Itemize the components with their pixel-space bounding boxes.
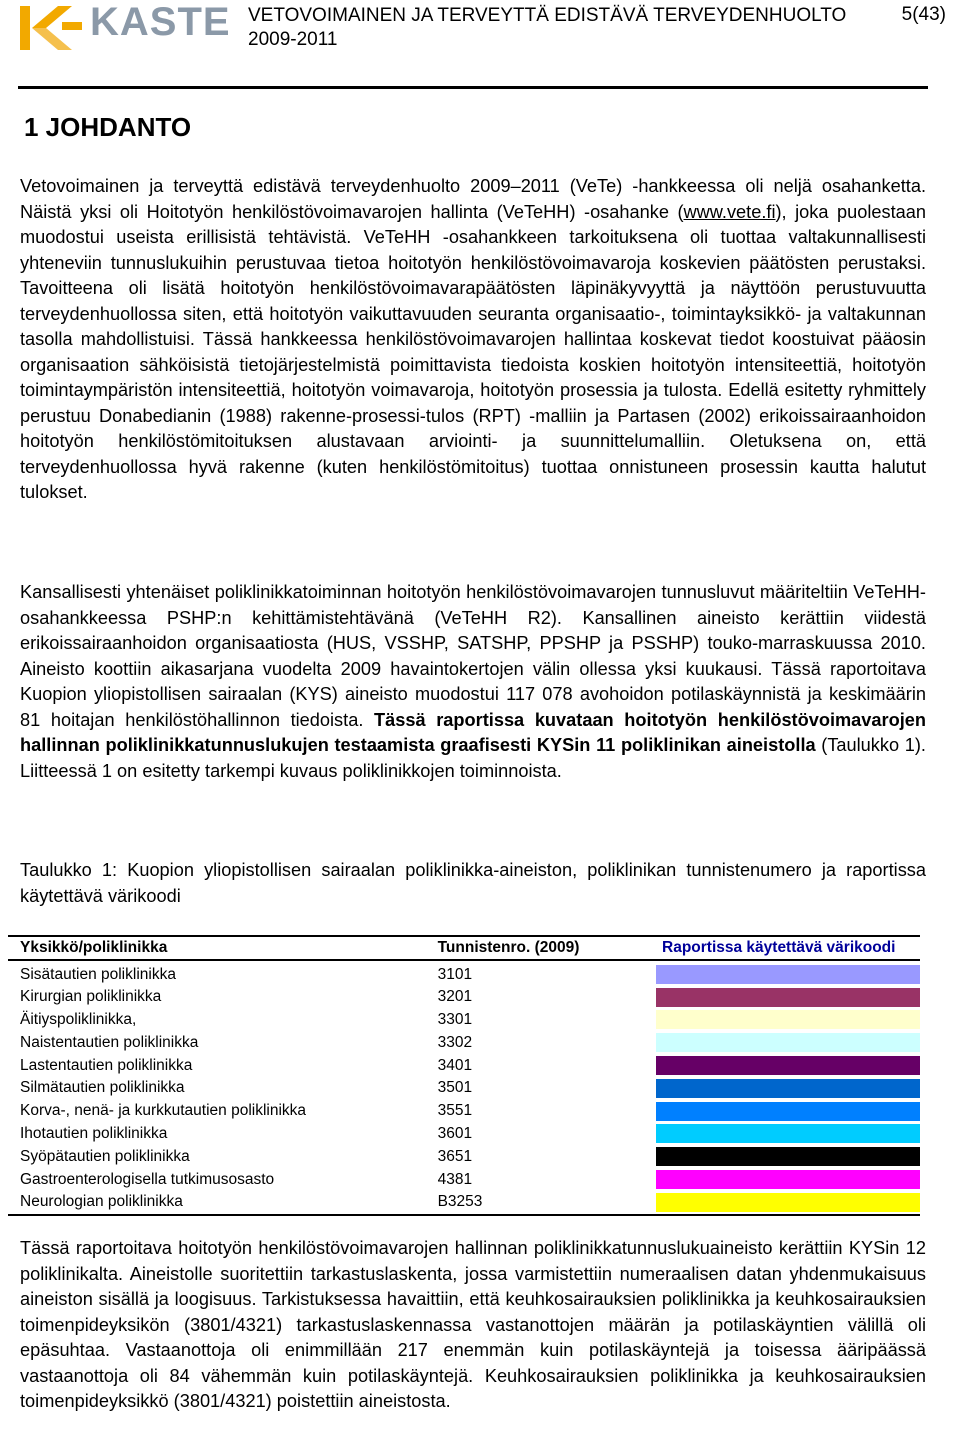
color-swatch: [656, 965, 920, 984]
header-title-line1: VETOVOIMAINEN JA TERVEYTTÄ EDISTÄVÄ TERVEYDENHUOLTO: [248, 5, 847, 26]
clinic-name: Naistentautien poliklinikka: [20, 1033, 199, 1051]
color-swatch: [656, 1124, 920, 1143]
color-swatch: [656, 1056, 920, 1075]
clinic-code: 3651: [437, 1147, 473, 1165]
table-header-color: Raportissa käytettävä värikoodi: [656, 936, 920, 960]
color-swatch: [656, 1010, 920, 1029]
data-paragraph: [20, 580, 926, 784]
table-row: [8, 1123, 920, 1146]
table-row: [8, 1009, 920, 1032]
clinic-name: Neurologian poliklinikka: [8, 1191, 426, 1215]
kaste-logo: [18, 0, 231, 54]
data-text-start: Kansallisesti yhtenäiset poliklinikkatoiminnan hoitotyön henkilöstövoimavarojen tunnusluvut määriteltiin VeTeHH-osahankkeessa PSHP:n kehittämistehtävänä (VeTeHH R2). Kansallinen aineisto kerättiin viidestä erikoissairaanhoidon organisaatiosta (HUS, VSSHP, SATSHP, PPSHP ja PSSHP) touko-marraskuussa 2010. Aineisto koottiin aikasarjana vuodelta 2009 havaintokertojen välin ollessa yksi kuukausi. Tässä raportoitava Kuopion yliopistollisen sairaalan (KYS) aineisto muodostui 117 078 avohoidon potilaskäynnistä ja keskimäärin 81 hoitajan henkilöstöhallinnon tiedoista.: [20, 582, 926, 730]
intro-paragraph: [20, 174, 926, 506]
clinic-code: 3201: [437, 988, 473, 1006]
clinic-code: 3551: [437, 1102, 473, 1120]
data-text-end: (Taulukko 1). Liitteessä 1 on esitetty tarkempi kuvaus poliklinikkojen toiminnoista.: [20, 735, 926, 781]
color-swatch: [656, 988, 920, 1007]
table-row: [8, 960, 920, 986]
clinic-code: 4381: [437, 1170, 473, 1188]
table-header-code: Tunnistenro. (2009): [426, 936, 656, 960]
table-row: [8, 1054, 920, 1077]
color-code-cell: [656, 1123, 920, 1146]
page-header: [0, 0, 960, 90]
clinic-name: Korva-, nenä- ja kurkkutautien poliklinikka: [20, 1102, 307, 1120]
table-body: [8, 960, 920, 1215]
header-rule: [18, 86, 928, 89]
clinic-name: Gastroenterologisella tutkimusosasto: [20, 1170, 275, 1188]
data-text-bold: Tässä raportissa kuvataan hoitotyön henkilöstövoimavarojen hallinnan poliklinikkatunnuslukujen testaamista graafisesti KYSin 11 poliklinikan aineistolla: [20, 709, 926, 755]
color-code-cell: [656, 1100, 920, 1123]
color-swatch: [656, 1170, 920, 1189]
color-swatch: [656, 1193, 920, 1212]
color-swatch: [656, 1079, 920, 1098]
table-header-unit: Yksikkö/poliklinikka: [8, 936, 426, 960]
header-title: [248, 4, 846, 52]
clinic-name: Ihotautien poliklinikka: [20, 1124, 168, 1142]
table-row: [8, 1100, 920, 1123]
clinic-code: B3253: [426, 1191, 656, 1215]
clinic-code: 3601: [437, 1124, 473, 1142]
table-header-row: [8, 936, 920, 960]
clinic-name: Silmätautien poliklinikka: [20, 1079, 185, 1097]
color-code-cell: [656, 1009, 920, 1032]
color-swatch: [656, 1033, 920, 1052]
clinic-name: Äitiyspoliklinikka,: [20, 1010, 137, 1028]
clinic-code: 3101: [437, 965, 473, 983]
intro-text-start: Vetovoimainen ja terveyttä edistävä terveydenhuolto 2009–2011 (VeTe) -hankkeessa oli neljä osahanketta. Näistä yksi oli Hoitotyön henkilöstövoimavarojen hallinta (VeTeHH) -osahanke (: [20, 176, 926, 222]
table-row: [8, 1077, 920, 1100]
clinic-code: 3401: [437, 1056, 473, 1074]
clinic-name: Syöpätautien poliklinikka: [20, 1147, 190, 1165]
table-row: [8, 1168, 920, 1191]
clinic-name: Sisätautien poliklinikka: [20, 965, 176, 983]
color-code-cell: [656, 1145, 920, 1168]
page-number: 5(43): [901, 4, 946, 25]
clinic-code: 3302: [437, 1033, 473, 1051]
color-code-cell: [656, 960, 920, 986]
logo-text: KASTE: [90, 0, 231, 44]
color-code-cell: [656, 1191, 920, 1215]
color-code-cell: [656, 986, 920, 1009]
clinic-name: Lastentautien poliklinikka: [20, 1056, 193, 1074]
table-row: [8, 1031, 920, 1054]
section-heading: 1 JOHDANTO: [24, 112, 192, 142]
check-paragraph: Tässä raportoitava hoitotyön henkilöstövoimavarojen hallinnan poliklinikkatunnuslukuaineisto kerättiin KYSin 12 poliklinikalta. Aineistolle suoritettiin tarkastuslaskenta, jossa varmistettiin numeraalisen datan yhdenmukaisuus aineiston sisällä ja loogisuus. Tarkistuksessa havaittiin, että keuhkosairauksien poliklinikka ja keuhkosairauksien toimenpideyksikön (3801/4321) tarkastuslaskennassa vastanottojen määrän ja potilaskäyntien välillä oli epäsuhtaa. Vastaanottoja oli enimmillään 217 enemmän kuin potilaskäyntejä ja toisessa ääripäässä vastaanottoja oli 84 vähemmän kuin potilaskäyntejä. Keuhkosairauksien poliklinikka ja keuhkosairauksien toimenpideyksikkö (3801/4321) poistettiin aineistosta.: [20, 1238, 926, 1411]
clinic-code: 3301: [437, 1010, 473, 1028]
header-title-line2: 2009-2011: [248, 29, 338, 50]
table-row: [8, 986, 920, 1009]
table-row: [8, 1145, 920, 1168]
color-code-cell: [656, 1054, 920, 1077]
table-row: [8, 1191, 920, 1215]
intro-text-end: ), joka puolestaan muodostui useista erillisistä tehtävistä. VeTeHH -osahankkeen tarkoituksena oli tuottaa valtakunnallisesti yhteneviin tunnuslukuihin perustuvaa tietoa hoitotyön henkilöstövoimavaroja koskevien päätösten perustaksi. Tavoitteena oli lisätä hoitotyön henkilöstövoimavarapäätösten läpinäkyvyyttä ja näyttöön perustuvuutta terveydenhuollossa siten, että hoitotyön vaikuttavuuden seuranta organisaatio-, toimintayksikkö- ja valtakunnan tasolla mahdollistuisi. Tässä hankkeessa henkilöstövoimavarojen hallintaa koskevat tiedot koostuivat pääosin organisaation sähköisistä tietojärjestelmistä poimittavista tiedoista koskien hoitotyön intensiteettiä, hoitotyön toimintaympäristön intensiteettiä, hoitotyön voimavaroja, hoitotyön prosessia ja tulosta. Edellä esitetty ryhmittely perustuu Donabedianin (1988) rakenne-prosessi-tulos (RPT) -malliin ja Partasen (2002) erikoissairaanhoidon hoitotyön henkilöstömitoituksen alustavaan arviointi- ja suunnittelumalliin. Oletuksena on, että terveydenhuollossa hyvä rakenne (kuten henkilöstömitoitus) tuottaa onnistuneen prosessin kautta halutut tulokset.: [20, 201, 926, 502]
logo-emblem-icon: [18, 2, 88, 54]
clinic-code: 3501: [437, 1079, 473, 1097]
color-code-cell: [656, 1031, 920, 1054]
table-caption: Taulukko 1: Kuopion yliopistollisen sairaalan poliklinikka-aineiston, poliklinikan tunnistenumero ja raportissa käytettävä värikoodi: [20, 860, 926, 906]
color-code-cell: [656, 1168, 920, 1191]
clinic-table: [8, 935, 920, 1216]
color-code-cell: [656, 1077, 920, 1100]
color-swatch: [656, 1147, 920, 1166]
color-swatch: [656, 1102, 920, 1121]
clinic-name: Kirurgian poliklinikka: [20, 988, 162, 1006]
vete-link[interactable]: www.vete.fi: [683, 201, 776, 222]
